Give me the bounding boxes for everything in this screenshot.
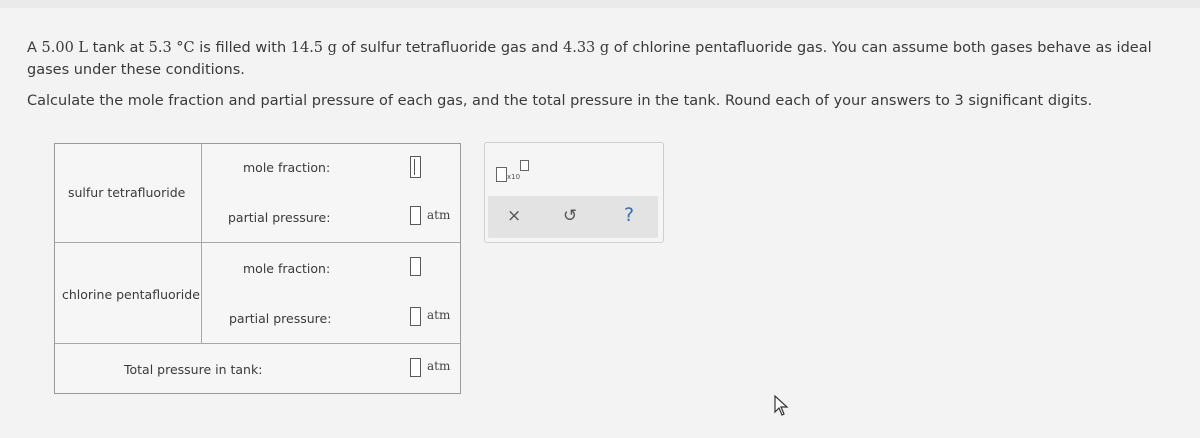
gas2-partial-pressure-label: partial pressure:	[229, 311, 332, 326]
gas1-mole-fraction-label: mole fraction:	[243, 160, 331, 175]
undo-icon[interactable]: ↺	[563, 206, 578, 226]
problem-mass-1: 14.5 g	[290, 40, 337, 56]
gas2-partial-pressure-input[interactable]	[410, 307, 421, 326]
answer-table	[54, 143, 461, 394]
problem-text-3: is filled with	[194, 40, 291, 56]
top-band	[0, 0, 1200, 8]
problem-statement	[27, 37, 1187, 81]
x10-label: x10	[507, 173, 521, 181]
column-divider	[201, 144, 202, 343]
total-pressure-label: Total pressure in tank:	[124, 362, 263, 377]
gas2-pressure-unit: atm	[427, 308, 451, 322]
gas1-partial-pressure-input[interactable]	[410, 206, 421, 225]
math-palette	[484, 142, 664, 243]
gas2-label: chlorine pentafluoride	[62, 287, 200, 302]
row-divider	[55, 242, 460, 243]
total-pressure-input[interactable]	[410, 358, 421, 377]
gas2-mole-fraction-input[interactable]	[410, 257, 421, 276]
problem-text-2: tank at	[88, 40, 149, 56]
gas1-pressure-unit: atm	[427, 208, 451, 222]
problem-text-5: of chlorine pentafluoride gas. You can assume both gases behave as ideal gases under these conditions.	[27, 40, 1152, 78]
clear-icon[interactable]: ×	[507, 206, 522, 226]
problem-text-1: A	[27, 40, 42, 56]
row-divider	[55, 343, 460, 344]
gas1-partial-pressure-label: partial pressure:	[228, 210, 331, 225]
gas2-mole-fraction-label: mole fraction:	[243, 261, 331, 276]
scientific-notation-icon[interactable]	[496, 158, 536, 184]
instruction-text: Calculate the mole fraction and partial pressure of each gas, and the total pressure in the tank. Round each of your answers to 3 significant digits.	[27, 93, 1093, 109]
problem-volume: 5.00 L	[41, 40, 89, 56]
help-icon[interactable]: ?	[624, 204, 635, 226]
problem-mass-2: 4.33 g	[562, 40, 610, 56]
mouse-pointer-icon	[774, 395, 790, 417]
gas1-mole-fraction-input[interactable]	[410, 156, 421, 178]
palette-action-bar	[488, 196, 658, 238]
problem-temperature: 5.3 °C	[148, 40, 195, 56]
gas1-label: sulfur tetrafluoride	[68, 185, 186, 200]
problem-text-4: of sulfur tetrafluoride gas and	[336, 40, 563, 56]
total-pressure-unit: atm	[427, 359, 451, 373]
